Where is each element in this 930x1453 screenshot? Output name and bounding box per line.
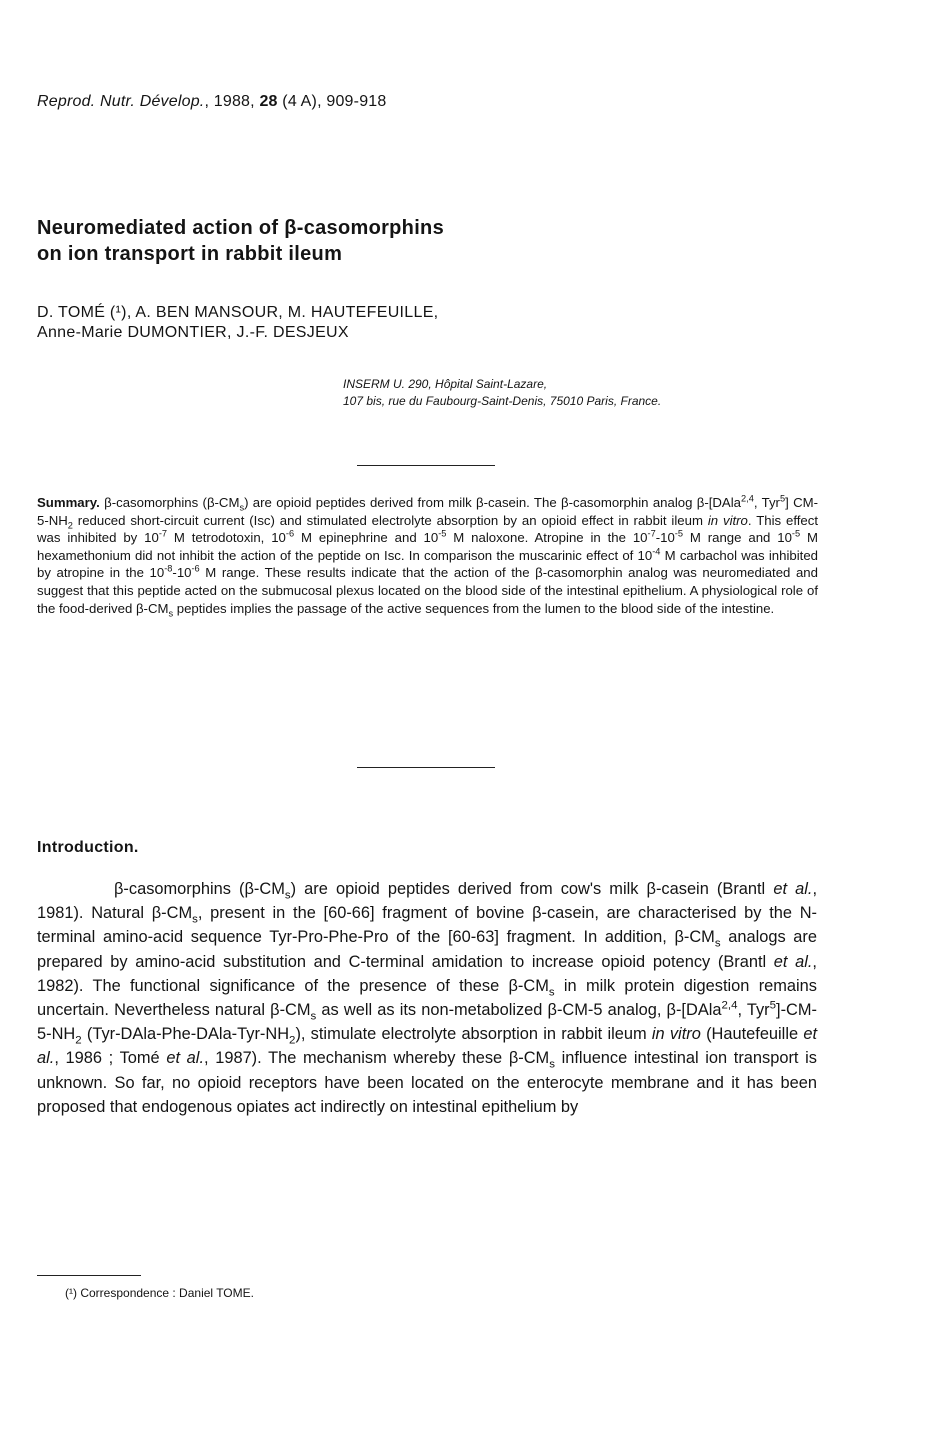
intro-sup: 5 xyxy=(769,999,777,1012)
summary-text: , Tyr xyxy=(753,495,780,510)
summary-sup: -7 xyxy=(647,528,656,539)
summary-heading: Summary. xyxy=(37,495,100,510)
intro-text: , 1982). The functional significance of the presence of these β-CM xyxy=(37,952,817,995)
introduction-heading: Introduction. xyxy=(37,839,139,856)
title-line-1: Neuromediated action of β-casomorphins xyxy=(37,217,444,239)
intro-text: , Tyr xyxy=(737,1001,770,1020)
summary-italic: in vitro xyxy=(707,512,748,528)
journal-year: , 1988, xyxy=(204,93,260,110)
summary-sup: -5 xyxy=(438,528,447,539)
intro-text: ) are opioid peptides derived from cow's milk β-casein (Brantl xyxy=(290,880,774,898)
affiliation xyxy=(343,376,661,410)
intro-sub: s xyxy=(284,889,291,902)
summary-abstract xyxy=(37,494,818,617)
intro-text: , 1986 ; Tomé xyxy=(54,1049,167,1068)
introduction-paragraph xyxy=(37,877,817,1119)
authors-line-1: D. TOMÉ (¹), A. BEN MANSOUR, M. HAUTEFEUILLE, xyxy=(37,304,439,321)
intro-text: ), stimulate electrolyte absorption in rabbit ileum xyxy=(295,1025,652,1044)
intro-sub: 2 xyxy=(75,1034,82,1047)
intro-italic: et al. xyxy=(37,1025,817,1068)
journal-citation xyxy=(37,93,386,111)
summary-text: -10 xyxy=(172,565,192,581)
summary-text: M epinephrine and 10 xyxy=(294,530,439,546)
summary-sup: -5 xyxy=(674,528,684,539)
intro-text: analogs are prepared by amino-acid substitution and C-terminal amidation to increase opioid potency (Brantl xyxy=(37,928,817,971)
intro-sub: s xyxy=(310,1010,317,1023)
summary-text: M hexamethonium did not inhibit the action of the peptide on Isc. In comparison the muscarinic effect of 10 xyxy=(37,530,818,563)
separator-rule-bottom xyxy=(357,767,495,768)
intro-italic: et al. xyxy=(166,1049,204,1068)
intro-text: , 1987). The mechanism whereby these β-CM xyxy=(204,1049,550,1068)
intro-text: ]-CM-5-NH xyxy=(37,1001,817,1044)
footnote-rule xyxy=(37,1275,141,1276)
intro-sup: 2,4 xyxy=(721,999,738,1012)
journal-name: Reprod. Nutr. Dévelop. xyxy=(37,93,205,110)
summary-text: M carbachol was inhibited by atropine in the 10 xyxy=(37,547,818,581)
summary-text: M range and 10 xyxy=(683,530,792,546)
summary-sup: -6 xyxy=(285,528,295,539)
authors-line-2: Anne-Marie DUMONTIER, J.-F. DESJEUX xyxy=(37,324,349,341)
footnote xyxy=(65,1286,254,1300)
summary-text: ) are opioid peptides derived from milk β-casein. The β-casomorphin analog β-[DAla xyxy=(244,495,741,510)
intro-text: β-casomorphins (β-CM xyxy=(114,880,285,898)
summary-sup: -8 xyxy=(164,563,173,574)
affiliation-line-1: INSERM U. 290, Hôpital Saint-Lazare, xyxy=(343,377,548,391)
summary-text: ] CM-5-NH xyxy=(37,495,818,528)
intro-text: in milk protein digestion remains uncertain. Nevertheless natural β-CM xyxy=(37,976,817,1020)
summary-text: M tetrodotoxin, 10 xyxy=(167,530,286,546)
intro-sub: s xyxy=(714,937,721,950)
footnote-mark: (¹) xyxy=(65,1286,77,1300)
footnote-text: Correspondence : Daniel TOME. xyxy=(77,1286,254,1300)
summary-text: M naloxone. Atropine in the 10 xyxy=(446,530,648,546)
author-list xyxy=(37,303,438,343)
summary-text: -10 xyxy=(655,530,675,546)
intro-text: (Tyr-DAla-Phe-DAla-Tyr-NH xyxy=(81,1025,290,1044)
summary-sup: -5 xyxy=(791,528,801,539)
journal-volume: 28 xyxy=(259,93,278,110)
intro-text: as well as its non-metabolized β-CM-5 analog, β-[DAla xyxy=(316,1001,722,1020)
intro-sub: s xyxy=(548,986,555,999)
summary-sup: -6 xyxy=(191,563,200,574)
intro-sub: s xyxy=(549,1058,555,1071)
summary-text: . This effect was inhibited by 10 xyxy=(37,512,819,546)
article-title xyxy=(37,215,444,267)
summary-text: peptides implies the passage of the active sequences from the lumen to the blood side of the intestine. xyxy=(173,600,775,616)
intro-text: , present in the [60-66] fragment of bovine β-casein, are characterised by the N-terminal amino-acid sequence Tyr-Pro-Phe-Pro of the [60-63] fragment. In addition, β-CM xyxy=(37,904,817,947)
summary-text: M range. These results indicate that the action of the β-casomorphin analog was neuromediated and suggest that this peptide acted on the submucosal plexus located on the blood side of the intestinal epithelium. A physiological role of the food-derived β-CM xyxy=(37,565,818,616)
affiliation-line-2: 107 bis, rue du Faubourg-Saint-Denis, 75010 Paris, France. xyxy=(343,394,662,408)
summary-sup: 5 xyxy=(779,493,786,504)
summary-sup: 2,4 xyxy=(741,493,754,504)
journal-issue-pages: (4 A), 909-918 xyxy=(277,93,387,110)
intro-text: influence intestinal ion transport is unknown. So far, no opioid receptors have been located on the enterocyte membrane and it has been proposed that endogenous opiates act indirectly on intestinal epithelium by xyxy=(37,1049,817,1116)
title-line-2: on ion transport in rabbit ileum xyxy=(37,243,343,265)
summary-text: β-casomorphins (β-CM xyxy=(99,495,240,510)
summary-sup: -7 xyxy=(158,528,168,539)
intro-italic: et al. xyxy=(773,880,813,898)
intro-sub: 2 xyxy=(289,1034,296,1047)
separator-rule-top xyxy=(357,465,495,466)
summary-text: reduced short-circuit current (Isc) and stimulated electrolyte absorption by an opioid effect in rabbit ileum xyxy=(72,512,708,528)
intro-text: (Hautefeuille xyxy=(700,1025,804,1044)
intro-sub: s xyxy=(192,913,198,926)
intro-italic: in vitro xyxy=(651,1025,701,1044)
summary-sub: s xyxy=(239,502,245,513)
summary-sub: 2 xyxy=(67,520,73,531)
summary-sup: -4 xyxy=(652,546,661,557)
intro-text: , 1981). Natural β-CM xyxy=(37,880,817,923)
summary-sub: s xyxy=(168,608,174,619)
intro-italic: et al. xyxy=(773,952,813,971)
